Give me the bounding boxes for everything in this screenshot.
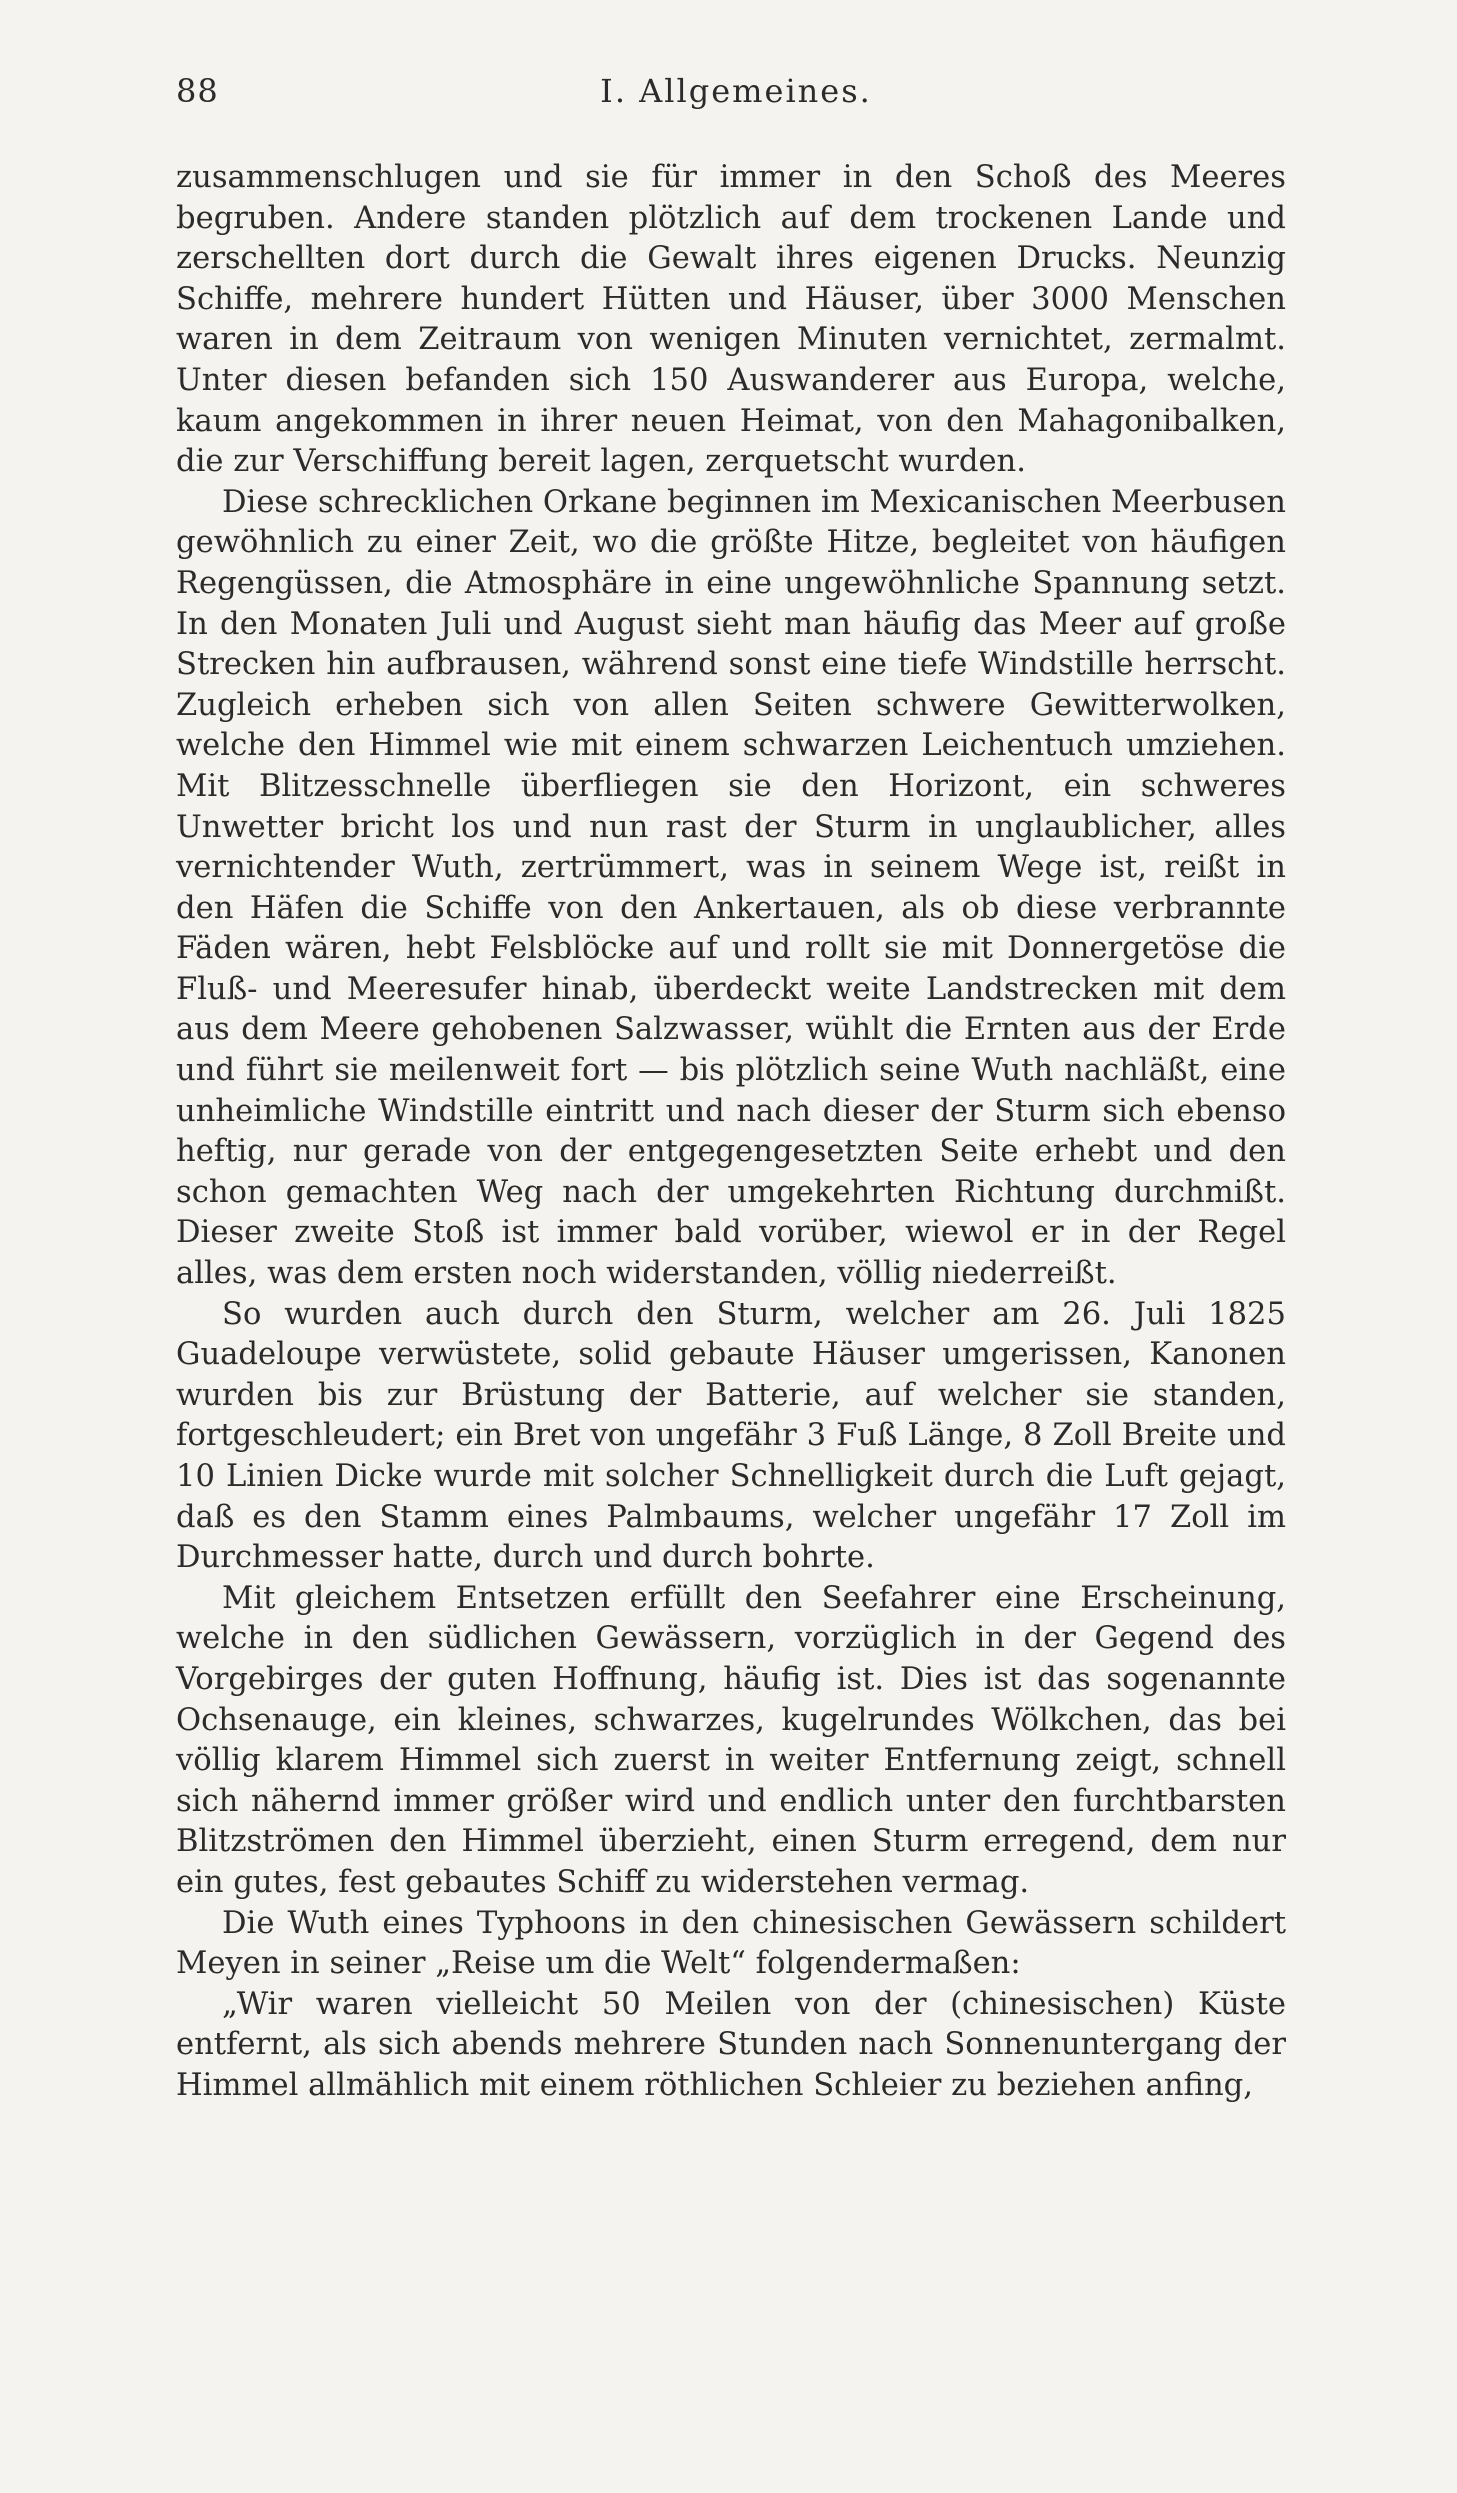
paragraph-2: Diese schrecklichen Orkane beginnen im Mexicanischen Meerbusen gewöhnlich zu einer Zeit, wo die größte Hitze, begleitet von häufigen Regengüssen, die Atmosphäre in eine ungewöhnliche Spannung setzt. In den Monaten Juli und August sieht man häufig das Meer auf große Strecken hin aufbrausen, während sonst eine tiefe Windstille herrscht. Zugleich erheben sich von allen Seiten schwere Gewitterwolken, welche den Himmel wie mit einem schwarzen Leichentuch umziehen. Mit Blitzesschnelle überfliegen sie den Horizont, ein schweres Unwetter bricht los und nun rast der Sturm in unglaublicher, alles vernichtender Wuth, zertrümmert, was in seinem Wege ist, reißt in den Häfen die Schiffe von den Ankertauen, als ob diese verbrannte Fäden wären, hebt Felsblöcke auf und rollt sie mit Donnergetöse die Fluß- und Meeresufer hinab, überdeckt weite Landstrecken mit dem aus dem Meere gehobenen Salzwasser, wühlt die Ernten aus der Erde und führt sie meilenweit fort — bis plötzlich seine Wuth nachläßt, eine unheimliche Windstille eintritt und nach dieser der Sturm sich ebenso heftig, nur gerade von der entgegengesetzten Seite erhebt und den schon gemachten Weg nach der umgekehrten Richtung durchmißt. Dieser zweite Stoß ist immer bald vorüber, wiewol er in der Regel alles, was dem ersten noch widerstanden, völlig niederreißt.	[176, 484, 1286, 1292]
paragraph-4: Mit gleichem Entsetzen erfüllt den Seefahrer eine Erscheinung, welche in den südlichen Gewässern, vorzüglich in der Gegend des Vorgebirges der guten Hoffnung, häufig ist. Dies ist das sogenannte Ochsenauge, ein kleines, schwarzes, kugelrundes Wölkchen, das bei völlig klarem Himmel sich zuerst in weiter Entfernung zeigt, schnell sich nähernd immer größer wird und endlich unter den furchtbarsten Blitzströmen den Himmel überzieht, einen Sturm erregend, dem nur ein gutes, fest gebautes Schiff zu widerstehen vermag.	[176, 1580, 1286, 1900]
paragraph-6: „Wir waren vielleicht 50 Meilen von der (chinesischen) Küste entfernt, als sich abends mehrere Stunden nach Sonnenuntergang der Himmel allmählich mit einem röthlichen Schleier zu beziehen anfing,	[176, 1986, 1286, 2103]
page-number: 88	[176, 72, 219, 110]
page-header	[176, 72, 1296, 120]
paragraph-3: So wurden auch durch den Sturm, welcher am 26. Juli 1825 Guadeloupe verwüstete, solid gebaute Häuser umgerissen, Kanonen wurden bis zur Brüstung der Batterie, auf welcher sie standen, fortgeschleudert; ein Bret von ungefähr 3 Fuß Länge, 8 Zoll Breite und 10 Linien Dicke wurde mit solcher Schnelligkeit durch die Luft gejagt, daß es den Stamm eines Palmbaums, welcher ungefähr 17 Zoll im Durchmesser hatte, durch und durch bohrte.	[176, 1296, 1286, 1576]
body-text	[176, 158, 1286, 2107]
paragraph-5: Die Wuth eines Typhoons in den chinesischen Gewässern schildert Meyen in seiner „Reise um die Welt“ folgendermaßen:	[176, 1905, 1286, 1982]
paragraph-1: zusammenschlugen und sie für immer in den Schoß des Meeres begruben. Andere standen plötzlich auf dem trockenen Lande und zerschellten dort durch die Gewalt ihres eigenen Drucks. Neunzig Schiffe, mehrere hundert Hütten und Häuser, über 3000 Menschen waren in dem Zeitraum von wenigen Minuten vernichtet, zermalmt. Unter diesen befanden sich 150 Auswanderer aus Europa, welche, kaum angekommen in ihrer neuen Heimat, von den Mahagonibalken, die zur Verschiffung bereit lagen, zerquetscht wurden.	[176, 160, 1286, 480]
running-head: I. Allgemeines.	[600, 72, 872, 110]
